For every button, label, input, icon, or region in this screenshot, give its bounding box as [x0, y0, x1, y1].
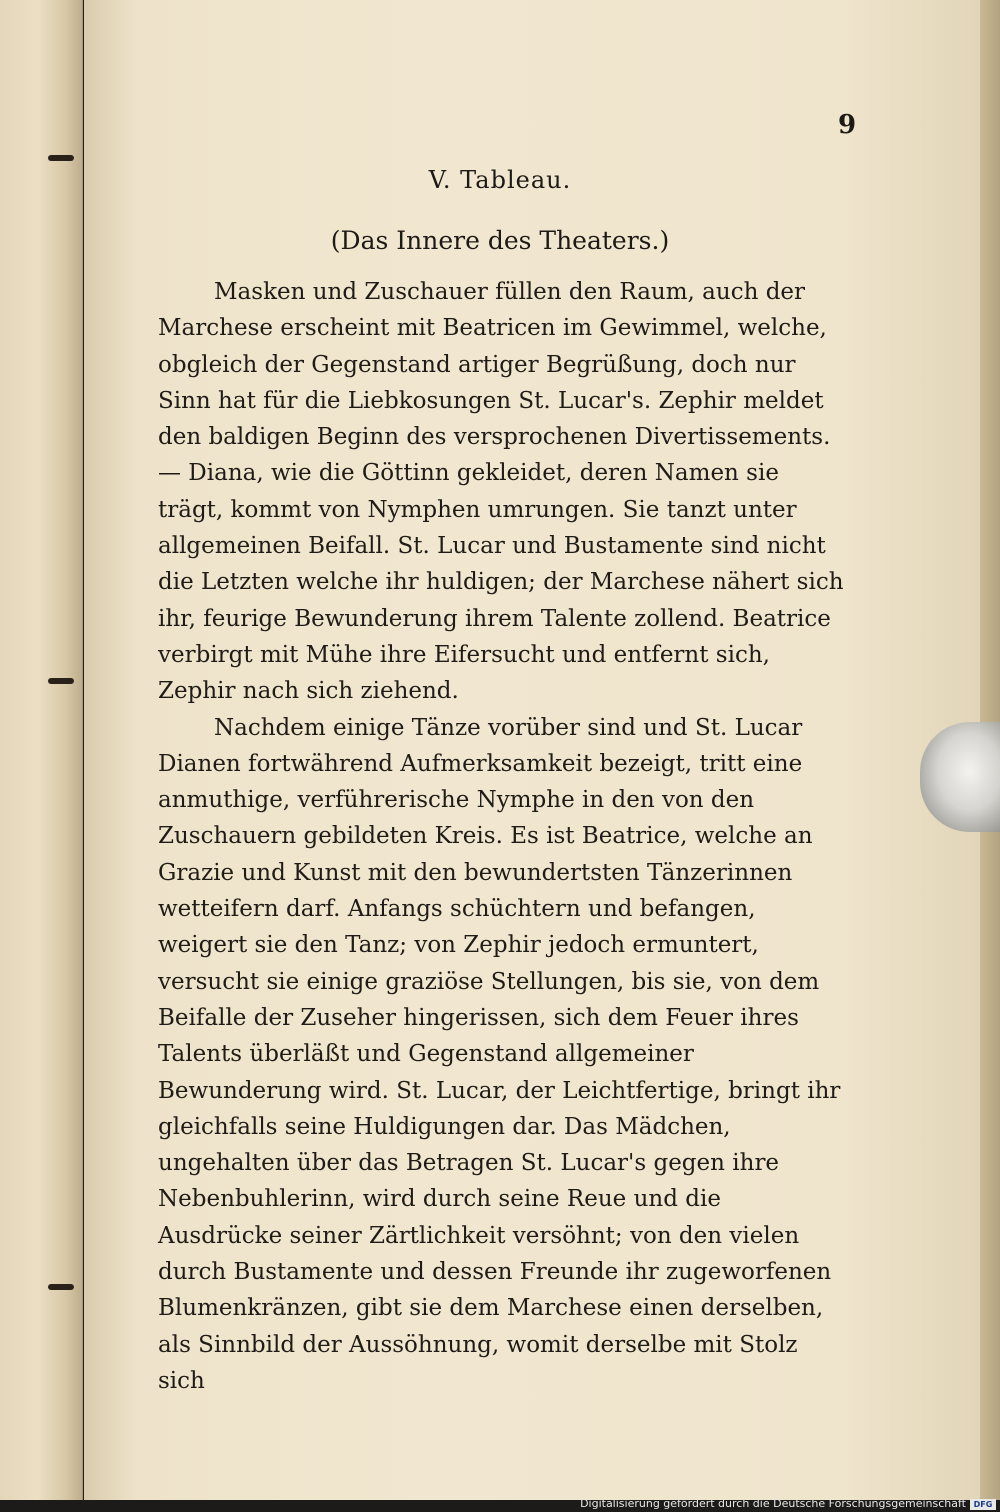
- binding-stitch: [48, 155, 74, 161]
- scene-subtitle: (Das Innere des Theaters.): [330, 226, 670, 255]
- body-text: [158, 274, 850, 1399]
- binding-stitch: [48, 1284, 74, 1290]
- paragraph: Nachdem einige Tänze vorüber sind und St. Lucar Dianen fortwährend Aufmerksamkeit bezeigt, tritt eine anmuthige, verführerische Nymphe in den von den Zuschauern gebildeten Kreis. Es ist Beatrice, welche an Grazie und Kunst mit den bewundertsten Tänzerinnen wetteifern darf. Anfangs schüchtern und befangen, weigert sie den Tanz; von Zephir jedoch ermuntert, versucht sie einige graziöse Stellungen, bis sie, von dem Beifalle der Zuseher hingerissen, sich dem Feuer ihres Talents überläßt und Gegenstand allgemeiner Bewunderung wird. St. Lucar, der Leichtfertige, bringt ihr gleichfalls seine Huldigungen dar. Das Mädchen, ungehalten über das Betragen St. Lucar's gegen ihre Nebenbuhlerinn, wird durch seine Reue und die Ausdrücke seiner Zärtlichkeit versöhnt; von den vielen durch Bustamente und dessen Freunde ihr zugeworfenen Blumenkränzen, gibt sie dem Marchese einen derselben, als Sinnbild der Aussöhnung, womit derselbe mit Stolz sich: [158, 714, 841, 1394]
- paragraph: Masken und Zuschauer füllen den Raum, auch der Marchese erscheint mit Beatricen im Gewimmel, welche, obgleich der Gegenstand artiger Begrüßung, doch nur Sinn hat für die Liebkosungen St. Lucar's. Zephir meldet den baldigen Beginn des versprochenen Divertissements. — Diana, wie die Göttinn gekleidet, deren Namen sie trägt, kommt von Nymphen umrungen. Sie tanzt unter allgemeinen Beifall. St. Lucar und Bustamente sind nicht die Letzten welche ihr huldigen; der Marchese nähert sich ihr, feurige Bewunderung ihrem Talente zollend. Beatrice verbirgt mit Mühe ihre Eifersucht und entfernt sich, Zephir nach sich ziehend.: [158, 279, 844, 705]
- dfg-logo: DFG: [970, 1499, 996, 1510]
- page-number: 9: [838, 110, 857, 140]
- chapter-title: V. Tableau.: [428, 166, 572, 194]
- page-clip: [920, 722, 1000, 832]
- left-page-edge: [0, 0, 83, 1500]
- digitization-credit: Digitalisierung gefördert durch die Deutsche Forschungsgemeinschaft: [580, 1497, 966, 1510]
- binding-stitch: [48, 678, 74, 684]
